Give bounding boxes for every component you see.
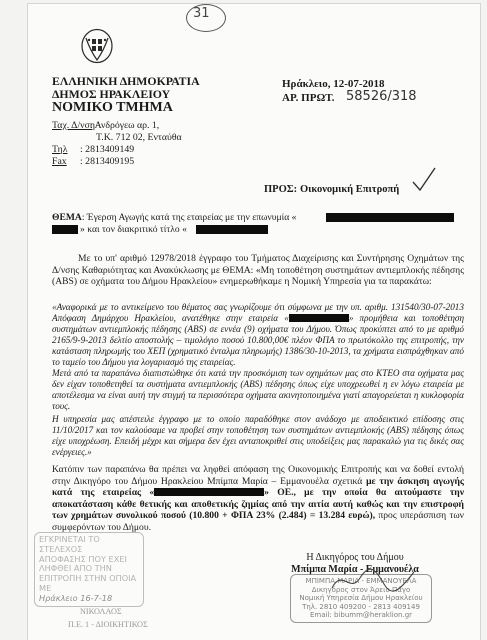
- address-value: : Ανδρόγεω αρ. 1,: [90, 120, 160, 131]
- org-line-1: ΕΛΛΗΝΙΚΗ ΔΗΜΟΚΡΑΤΙΑ: [52, 74, 200, 88]
- phone-label: Τηλ: [52, 144, 68, 155]
- greek-emblem-icon: [80, 28, 114, 64]
- org-line-2: ΔΗΜΟΣ ΗΡΑΚΛΕΙΟΥ: [52, 87, 171, 101]
- stamp-line: Δικηγόρος στον Άρειο Πάγο: [311, 585, 411, 594]
- redaction-bar: [196, 225, 268, 234]
- phone-value: : 2813409149: [80, 144, 135, 155]
- request-text-e: προς υπεράσπιση των συμφερόντων του Δήμου.: [52, 510, 464, 533]
- paragraph-intro: Με το υπ' αριθμό 12978/2018 έγγραφο του Τμήματος Διαχείρισης και Συντήρησης Οχημάτων της Δ/νσης Καθαριότητας και Ανακύκλωσης με ΘΕΜΑ: «Μη τοποθέτηση συστημάτων αντιεμπλοκής πέδησης (ABS) σε οχήματα του Δήμου Ηρακλείου» ενημερωθήκαμε η Νομική Υπηρεσία για τα παρακάτω:: [52, 253, 464, 287]
- quote-paragraph-2: Μετά από τα παραπάνω διαπιστώθηκε ότι κατά την προσκόμιση των οχημάτων μας στο ΚΤΕΟ στα οχήματα μας δεν είχαν τοποθετηθεί τα συστήματα αντιεμπλοκής (ABS) πέδησης όπως είχε υποχρεωθεί η εν λόγω εταιρεία με αποτέλεσμα να είναι αυτή την στιγμή τα περισσότερα οχήματα ακινητοποιημένα γιατί απαγορεύεται η κυκλοφορία τους.: [52, 368, 464, 411]
- stamp-left-name: ΝΙΚΟΛΑΟΣ: [80, 607, 122, 616]
- approval-stamp: [34, 532, 144, 607]
- stamp-date: Ηράκλειο 16-7-18: [39, 592, 113, 603]
- redaction-bar: [52, 225, 78, 234]
- request-text-a: Κατόπιν των παραπάνω θα πρέπει να ληφθεί απόφαση της Οικονομικής Επιτροπής και να δοθεί εντολή στην Δικηγόρο του Δήμου Ηρακλείου Μπίμπα Μαρία – Εμμανουέλα σχετικά: [52, 464, 464, 487]
- recipient-label: ΠΡΟΣ:: [264, 184, 298, 195]
- handwritten-signature-icon: [328, 564, 418, 596]
- stamp-line: ΕΓΚΡΙΝΕΤΑΙ ΤΟ ΣΤΕΛΕΧΟΣ: [39, 534, 100, 554]
- checkmark-icon: [410, 166, 438, 194]
- org-line-3: ΝΟΜΙΚΟ ΤΜΗΜΑ: [52, 100, 173, 115]
- request-text-c: »: [264, 487, 278, 498]
- protocol-label: ΑΡ. ΠΡΩΤ.: [282, 92, 335, 104]
- request-text-b: με την άσκηση αγωγής κατά της εταιρείας «: [52, 475, 464, 498]
- stamp-line: ΑΠΟΦΑΣΗΣ ΠΟΥ ΕΧΕΙ: [39, 553, 127, 564]
- stamp-line: Τηλ. 2810 409200 - 2813 409149: [302, 602, 420, 611]
- signature-name: Μπίμπα Μαρία - Εμμανουέλα: [291, 564, 419, 575]
- stamp-line: ΜΠΙΜΠΑ ΜΑΡΙΑ - ΕΜΜΑΝΟΥΕΛΑ: [305, 577, 417, 585]
- redaction-bar: [289, 314, 349, 322]
- fax-label: Fax: [52, 156, 67, 167]
- address-label: Ταχ. Δ/νση: [52, 120, 96, 131]
- stamp-left-title: Π.Ε. 1 - ΔΙΟΙΚΗΤΙΚΟΣ: [68, 620, 148, 629]
- stamp-line: ΛΗΦΘΕΙ ΑΠΟ ΤΗΝ: [39, 563, 112, 574]
- paragraph-request: [52, 464, 464, 533]
- hand-number: 31: [193, 6, 210, 21]
- quote-paragraph-3: Η υπηρεσία μας απέστειλε έγγραφο με το οποίο παραδόθηκε στον ανάδοχο με αποδεικτικό επίδοσης στις 11/10/2017 και τον καλούσαμε να προβεί στην τοποθέτηση των συστημάτων αντιεμπλοκής (ABS) πέδησης όπως είχε υποχρέωση. Επειδή μέχρι και σήμερα δεν έχει ανταποκριθεί στις υποδείξεις μας παρακαλώ για τις δικές σας ενέργειες.»: [52, 414, 464, 457]
- redaction-bar: [326, 213, 454, 222]
- stamp-line: Email: bibumm@heraklion.gr: [309, 611, 413, 619]
- stamp-line: ΕΠΙΤΡΟΠΗ ΣΤΗΝ ΟΠΟΙΑ ΜΕ: [39, 573, 137, 593]
- document-page: [28, 4, 480, 640]
- place-date: Ηράκλειο, 12-07-2018: [282, 78, 385, 90]
- quote-text-1b: » προμήθεια και τοποθέτηση συστημάτων αντιεμπλοκής πέδησης (ABS) σε εννέα (9) οχήματα του Δήμου. Όπως προκύπτει από το με αριθμό 2165/9-9-2013 δελτίο αποστολής – τιμολόγιο ποσού 10.800,00€ πλέον ΦΠΑ το πρωτόκολλο της επιτροπής, την κατάσταση πληρωμής του ΧΕΠ (χρηματικό ένταλμα πληρωμής) 1386/30-10-2013, τα χρήματα εισπράχθηκαν από το ταμείο του Δήμου για λογαριασμό της εταιρείας.: [52, 313, 464, 367]
- subject-text-1: : Έγερση Αγωγής κατά της εταιρείας με την επωνυμία «: [81, 212, 297, 223]
- stamp-line: Νομική Υπηρεσία Δήμου Ηρακλείου: [299, 594, 423, 602]
- fax-value: : 2813409195: [80, 156, 135, 167]
- subject-text-2: » και τον διακριτικό τίτλο «: [80, 224, 187, 235]
- postal-address: Τ.Κ. 712 02, Ενταύθα: [96, 132, 182, 143]
- request-text-d: ΟΕ., με την οποία θα αιτούμαστε την αποκατάσταση κάθε θετικής και αποθετικής ζημίας από την αιτία αυτή καθώς και την επιστροφή των χρημάτων συνολικού ποσού (10.800 + ΦΠΑ 23% (2.484) = 13.284 ευρώ),: [52, 487, 464, 521]
- subject-label: ΘΕΜΑ: [52, 212, 82, 223]
- recipient-name: Οικονομική Επιτροπή: [300, 184, 400, 195]
- signature-title: Η Δικηγόρος του Δήμου: [306, 552, 404, 563]
- quote-paragraph-1: [52, 302, 464, 368]
- protocol-number: 58526/318: [346, 89, 417, 104]
- redaction-bar: [154, 488, 264, 496]
- quote-text-1: «Αναφορικά με το αντικείμενο του θέματος σας γνωρίζουμε ότι σύμφωνα με την υπ. αριθμ. 131540/30-07-2013 Απόφαση Δημάρχου Ηρακλείου, ανατέθηκε στην εταιρεία «: [52, 302, 464, 323]
